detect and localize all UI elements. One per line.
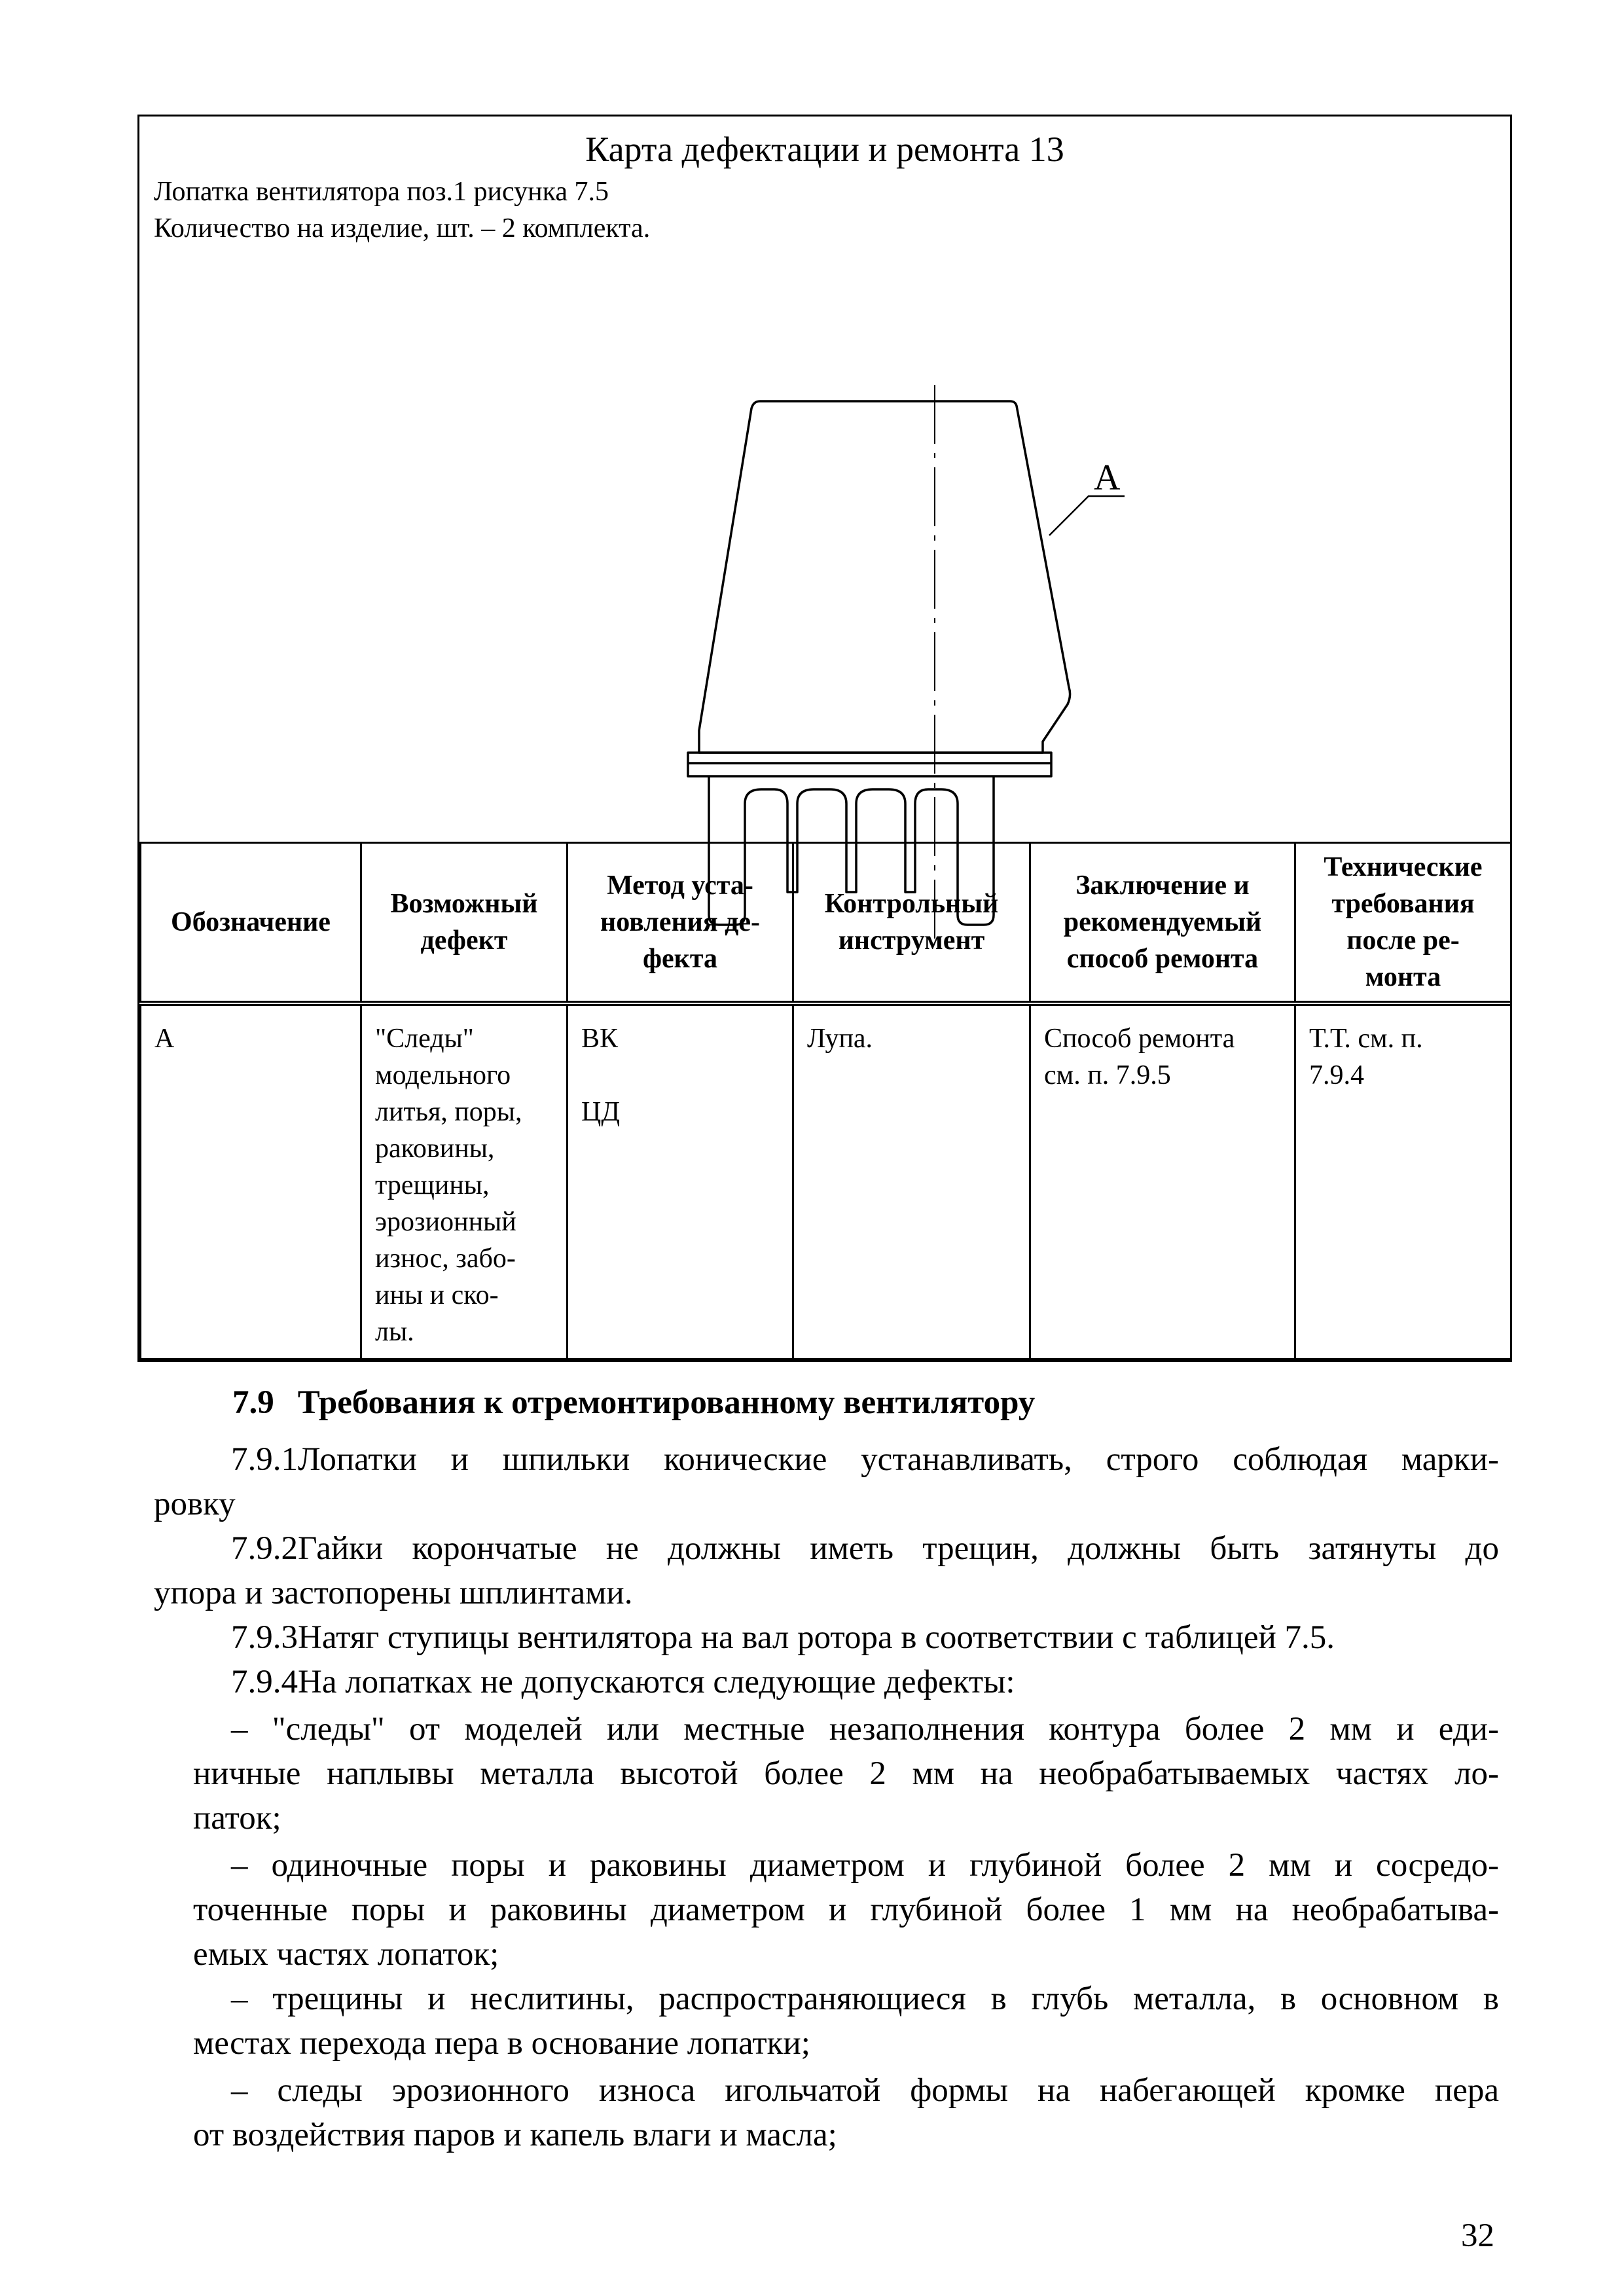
blade-platform (688, 753, 1051, 776)
callout-leader (1049, 496, 1125, 535)
paragraph-7-9-3: 7.9.3Натяг ступицы вентилятора на вал ротора в соответствии с таблицей 7.5. (231, 1619, 1335, 1656)
defect-line: модельного (375, 1060, 511, 1090)
card-quantity-line: Количество на изделие, шт. – 2 комплекта. (154, 213, 651, 243)
header-line: Метод уста- (607, 870, 753, 901)
header-line: требования (1331, 889, 1475, 919)
header-line: способ ремонта (1066, 944, 1259, 974)
defect-line: "Следы" (375, 1024, 474, 1054)
table-row (141, 1003, 1511, 1359)
header-requirements (1295, 843, 1511, 1004)
blade-outline (699, 401, 1070, 753)
defect-line: раковины, (375, 1134, 495, 1164)
defect-line: лы. (375, 1317, 414, 1347)
defect-card (137, 115, 1512, 1362)
header-line: рекомендуемый (1063, 907, 1262, 937)
defect-line: эрозионный (375, 1207, 516, 1237)
cell-repair (1030, 1003, 1295, 1359)
card-part-line: Лопатка вентилятора поз.1 рисунка 7.5 (154, 177, 609, 207)
cell-requirements (1295, 1003, 1511, 1359)
paragraph-7-9-4: 7.9.4На лопатках не допускаются следующие дефекты: (231, 1664, 1015, 1700)
paragraph-7-9-2: 7.9.2Гайки корончатые не должны иметь трещин, должны быть затянуты до упора и застопорены шплинтами. (154, 1530, 1499, 1611)
header-designation (141, 843, 361, 1004)
card-title: Карта дефектации и ремонта 13 (585, 130, 1064, 169)
repair-line: Способ ремонта (1044, 1024, 1235, 1054)
defect-table (139, 842, 1512, 1360)
header-tool (793, 843, 1030, 1004)
table-header-row (141, 843, 1511, 1004)
header-repair (1030, 843, 1295, 1004)
defect-line: трещины, (375, 1170, 490, 1200)
page-number: 32 (1461, 2217, 1494, 2254)
section-title: Требования к отремонтированному вентилятору (297, 1384, 1036, 1421)
header-defect (361, 843, 568, 1004)
header-line: новления де- (600, 907, 760, 937)
callout-label: А (1094, 457, 1121, 498)
cell-defect (361, 1003, 568, 1359)
defect-line: ины и ско- (375, 1280, 499, 1310)
header-line: Обозначение (171, 907, 331, 937)
section-heading (232, 1380, 1035, 1426)
paragraph-7-9-1: 7.9.1Лопатки и шпильки конические устанавливать, строго соблюдая марки- ровку (154, 1441, 1499, 1522)
list-item: – одиночные поры и раковины диаметром и глубиной более 2 мм и сосредо- точенные поры и раковины диаметром и глубиной более 1 мм на необрабатыва- емых частях лопаток; (193, 1847, 1499, 1973)
cell-tool: Лупа. (793, 1003, 1030, 1359)
list-item: – трещины и неслитины, распространяющиеся в глубь металла, в основном в местах перехода пера в основание лопатки; (193, 1981, 1499, 2062)
header-line: Возможный (390, 889, 538, 919)
header-line: после ре- (1346, 925, 1460, 956)
requirement-line: Т.Т. см. п. (1309, 1024, 1423, 1054)
list-item: – следы эрозионного износа игольчатой формы на набегающей кромке пера от воздействия паров и капель влаги и масла; (193, 2072, 1499, 2153)
method-visual: ВК (581, 1024, 619, 1054)
header-line: дефект (420, 925, 508, 956)
header-line: монта (1365, 962, 1441, 992)
header-method (568, 843, 793, 1004)
cell-method (568, 1003, 793, 1359)
requirement-line: 7.9.4 (1309, 1060, 1364, 1090)
header-line: Заключение и (1075, 870, 1250, 901)
list-item: – "следы" от моделей или местные незаполнения контура более 2 мм и еди- ничные наплывы металла высотой более 2 мм на необрабатываемых частях ло- паток; (193, 1711, 1499, 1837)
cell-designation: А (141, 1003, 361, 1359)
section-number: 7.9 (232, 1384, 274, 1421)
header-line: фекта (642, 944, 718, 974)
defect-line: литья, поры, (375, 1097, 522, 1127)
header-line: Технические (1324, 852, 1483, 882)
header-line: инструмент (838, 925, 985, 956)
method-dye: ЦД (581, 1097, 620, 1127)
repair-line: см. п. 7.9.5 (1044, 1060, 1171, 1090)
defect-line: износ, забо- (375, 1244, 516, 1274)
header-line: Контрольный (824, 889, 999, 919)
